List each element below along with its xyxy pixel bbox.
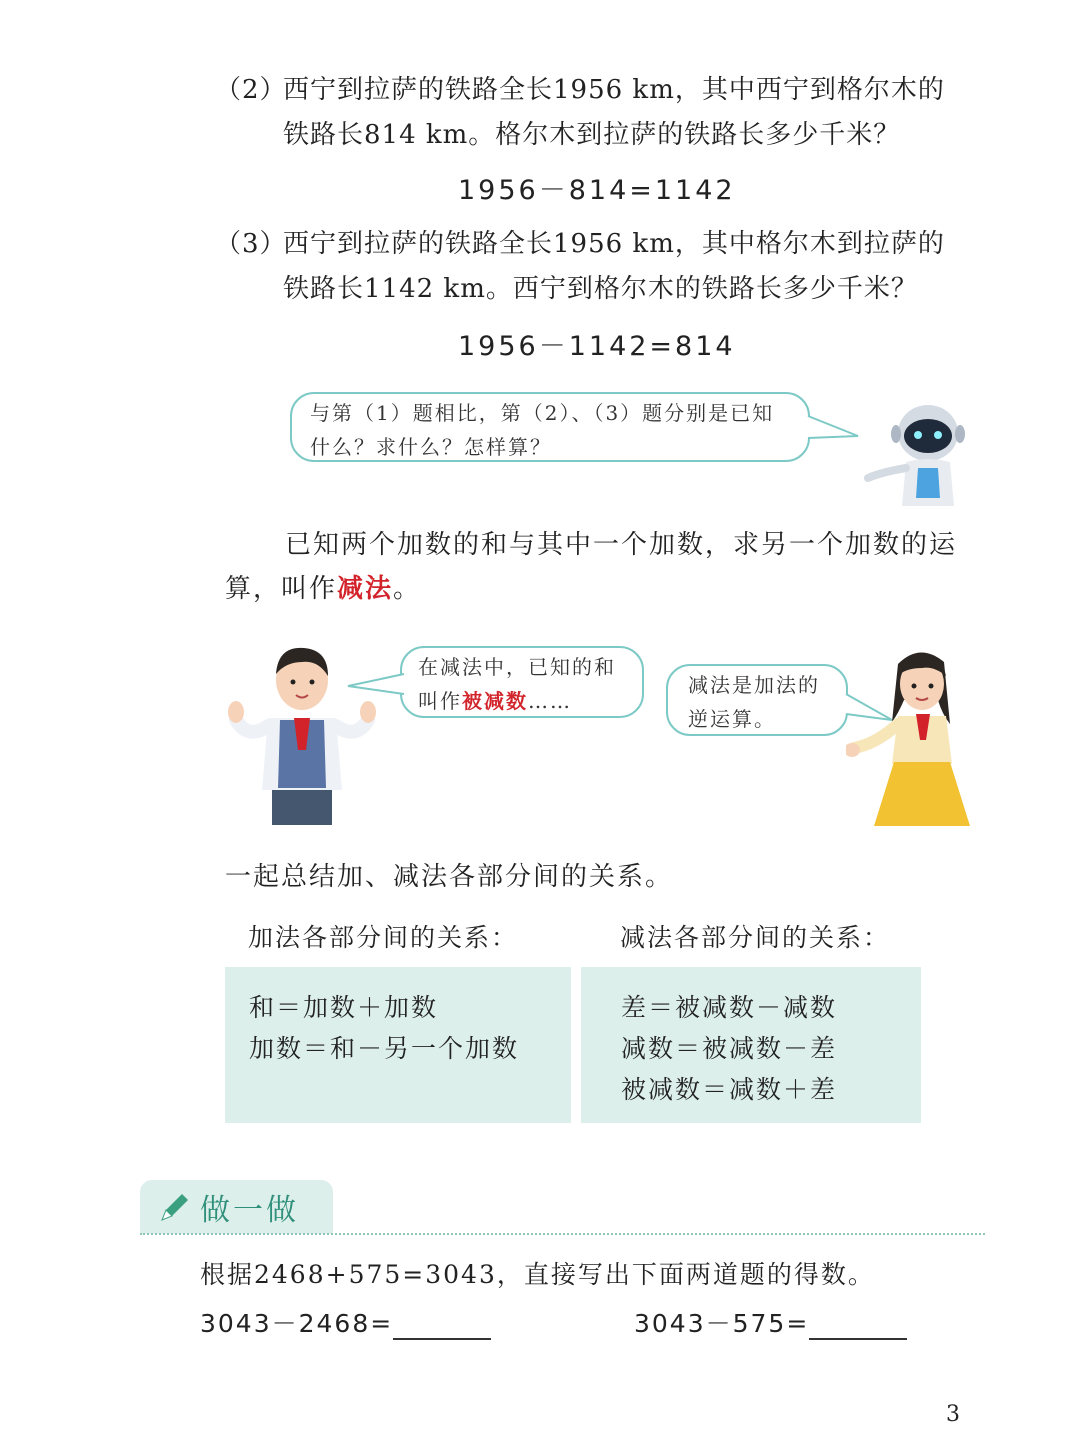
- relation-row: 和＝加数＋加数: [249, 993, 439, 1022]
- bubble-tail: [808, 416, 858, 446]
- equation: 1956－1142=814: [458, 331, 736, 362]
- relation-row: 减数＝被减数－差: [621, 1034, 838, 1063]
- boy-illustration: [228, 640, 378, 825]
- boy-speech-bubble: [400, 646, 644, 718]
- relation-row: 加数＝和－另一个加数: [249, 1034, 520, 1063]
- bubble-line: 减法是加法的: [688, 673, 820, 697]
- summary-intro: 一起总结加、减法各部分间的关系。: [225, 862, 674, 892]
- answer-blank[interactable]: [393, 1312, 491, 1340]
- relation-row: 被减数＝减数＋差: [621, 1075, 838, 1104]
- problem-text-line1: 西宁到拉萨的铁路全长1956 km，其中西宁到格尔木的: [283, 75, 945, 105]
- answer-blank[interactable]: [809, 1312, 907, 1340]
- pencil-icon: [158, 1190, 192, 1224]
- bubble-text: ……: [528, 689, 572, 713]
- subtraction-heading: 减法各部分间的关系：: [620, 923, 891, 952]
- definition-text: 算，叫作: [225, 574, 338, 604]
- dotted-divider: [140, 1233, 985, 1235]
- problem-3: [215, 222, 1005, 312]
- problem-text-line2: 铁路长1142 km。西宁到格尔木的铁路长多少千米？: [283, 274, 918, 304]
- problem-2: [215, 68, 1005, 158]
- problem-number: （3）: [215, 229, 287, 259]
- bubble-line: 逆运算。: [688, 707, 776, 731]
- definition-text: 。: [393, 574, 422, 604]
- robot-speech-bubble: [290, 392, 810, 462]
- practice-title: 做一做: [200, 1193, 299, 1228]
- term-subtraction: 减法: [337, 574, 394, 604]
- definition-line2: [225, 566, 421, 612]
- question-text: 3043－2468=: [200, 1309, 394, 1338]
- girl-speech-bubble: [666, 664, 848, 736]
- page-number: 3: [946, 1402, 960, 1427]
- addition-relations-box: [225, 967, 571, 1123]
- subtraction-relations-box: [581, 967, 921, 1123]
- bubble-tail: [348, 674, 404, 698]
- equation: 1956－814=1142: [458, 175, 736, 206]
- relation-row: 差＝被减数－减数: [621, 993, 838, 1022]
- problem-number: （2）: [215, 75, 287, 105]
- question-text: 3043－575=: [634, 1309, 810, 1338]
- bubble-line: 在减法中，已知的和: [418, 655, 616, 679]
- bubble-line: 什么？求什么？怎样算？: [310, 435, 552, 459]
- practice-question-1: [200, 1304, 491, 1340]
- practice-question-2: [634, 1304, 907, 1340]
- bubble-line: [418, 684, 642, 718]
- problem-text-line2: 铁路长814 km。格尔木到拉萨的铁路长多少千米？: [283, 120, 901, 150]
- bubble-text: 叫作: [418, 689, 462, 713]
- bubble-line: 与第（1）题相比，第（2）、（3）题分别是已知: [310, 401, 775, 425]
- girl-illustration: [846, 644, 976, 826]
- problem-text-line1: 西宁到拉萨的铁路全长1956 km，其中格尔木到拉萨的: [283, 229, 945, 259]
- addition-heading: 加法各部分间的关系：: [248, 923, 519, 952]
- definition-line1: 已知两个加数的和与其中一个加数，求另一个加数的运: [285, 530, 958, 560]
- practice-instruction: 根据2468+575=3043，直接写出下面两道题的得数。: [200, 1260, 875, 1289]
- robot-illustration: [862, 398, 972, 508]
- term-minuend: 被减数: [462, 689, 528, 713]
